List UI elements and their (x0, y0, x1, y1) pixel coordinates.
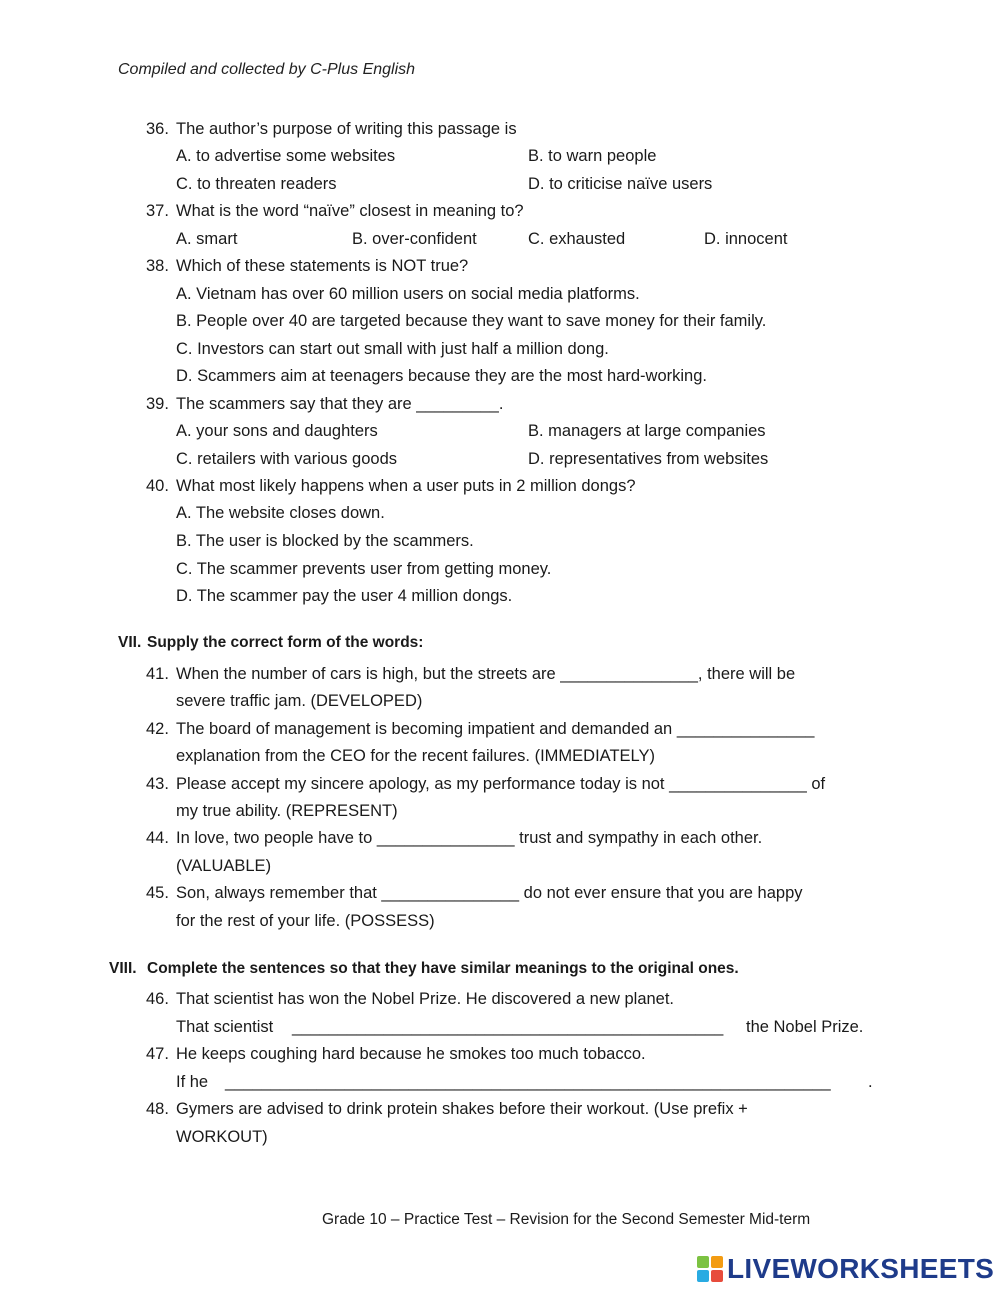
question-40-text: What most likely happens when a user puts in 2 million dongs? (176, 477, 636, 495)
question-48-line-1: Gymers are advised to drink protein shakes before their workout. (Use prefix + (176, 1100, 748, 1118)
question-45-line-2: for the rest of your life. (POSSESS) (176, 912, 435, 930)
question-40-option-c[interactable]: C. The scammer prevents user from getting money. (176, 560, 552, 578)
question-37-number: 37. (146, 202, 169, 220)
question-39-option-a[interactable]: A. your sons and daughters (176, 422, 378, 440)
question-44-number: 44. (146, 829, 169, 847)
section-7-number: VII. (118, 634, 142, 651)
question-38-text: Which of these statements is NOT true? (176, 257, 469, 275)
question-44-line-1[interactable]: In love, two people have to _______________ trust and sympathy in each other. (176, 829, 763, 847)
liveworksheets-logo-icon (697, 1256, 723, 1282)
question-41-number: 41. (146, 665, 169, 683)
question-37-option-d[interactable]: D. innocent (704, 230, 788, 248)
question-42-line-2: explanation from the CEO for the recent failures. (IMMEDIATELY) (176, 747, 655, 765)
question-41-line-1[interactable]: When the number of cars is high, but the streets are _______________, there will be (176, 665, 796, 683)
compiled-by-header: Compiled and collected by C-Plus English (118, 61, 416, 78)
question-47-start: If he (176, 1073, 209, 1091)
question-39-text: The scammers say that they are _________. (176, 395, 504, 413)
question-40-option-b[interactable]: B. The user is blocked by the scammers. (176, 532, 474, 550)
question-36-text: The author’s purpose of writing this passage is (176, 120, 517, 138)
question-41-line-2: severe traffic jam. (DEVELOPED) (176, 692, 423, 710)
question-48-line-2: WORKOUT) (176, 1128, 268, 1146)
question-44-line-2: (VALUABLE) (176, 857, 272, 875)
question-46-answer-blank[interactable]: _______________________________________________ (292, 1018, 724, 1036)
section-8-number: VIII. (109, 960, 137, 977)
question-42-number: 42. (146, 720, 169, 738)
question-36-number: 36. (146, 120, 169, 138)
question-37-option-c[interactable]: C. exhausted (528, 230, 626, 248)
footer-title: Grade 10 – Practice Test – Revision for the Second Semester Mid-term (322, 1211, 811, 1228)
question-46-end: the Nobel Prize. (746, 1018, 864, 1036)
question-42-line-1[interactable]: The board of management is becoming impatient and demanded an _______________ (176, 720, 815, 738)
question-45-line-1[interactable]: Son, always remember that _______________ do not ever ensure that you are happy (176, 884, 803, 902)
question-47-number: 47. (146, 1045, 169, 1063)
question-37-option-a[interactable]: A. smart (176, 230, 238, 248)
liveworksheets-logo-text: LIVEWORKSHEETS (727, 1253, 995, 1284)
question-45-number: 45. (146, 884, 169, 902)
question-38-number: 38. (146, 257, 169, 275)
question-36-option-b[interactable]: B. to warn people (528, 147, 657, 165)
question-36-option-a[interactable]: A. to advertise some websites (176, 147, 396, 165)
question-46-number: 46. (146, 990, 169, 1008)
question-38-option-b[interactable]: B. People over 40 are targeted because they want to save money for their family. (176, 312, 767, 330)
question-40-option-d[interactable]: D. The scammer pay the user 4 million dongs. (176, 587, 513, 605)
question-43-line-2: my true ability. (REPRESENT) (176, 802, 398, 820)
question-46-start: That scientist (176, 1018, 274, 1036)
section-7-title: Supply the correct form of the words: (147, 634, 424, 651)
liveworksheets-logo[interactable] (697, 1254, 994, 1284)
question-37-option-b[interactable]: B. over-confident (352, 230, 477, 248)
question-38-option-a[interactable]: A. Vietnam has over 60 million users on social media platforms. (176, 285, 640, 303)
question-46-line-1: That scientist has won the Nobel Prize. He discovered a new planet. (176, 990, 675, 1008)
question-37-text: What is the word “naïve” closest in meaning to? (176, 202, 524, 220)
section-8-title: Complete the sentences so that they have similar meanings to the original ones. (147, 960, 739, 977)
question-38-option-c[interactable]: C. Investors can start out small with just half a million dong. (176, 340, 609, 358)
question-38-option-d[interactable]: D. Scammers aim at teenagers because they are the most hard-working. (176, 367, 707, 385)
question-39-option-c[interactable]: C. retailers with various goods (176, 450, 398, 468)
question-43-number: 43. (146, 775, 169, 793)
question-47-answer-blank[interactable]: __________________________________________________________________ (225, 1073, 831, 1091)
question-43-line-1[interactable]: Please accept my sincere apology, as my performance today is not _______________ of (176, 775, 826, 793)
question-36-option-d[interactable]: D. to criticise naïve users (528, 175, 713, 193)
question-39-option-d[interactable]: D. representatives from websites (528, 450, 769, 468)
question-40-number: 40. (146, 477, 169, 495)
question-40-option-a[interactable]: A. The website closes down. (176, 504, 385, 522)
question-47-line-1: He keeps coughing hard because he smokes too much tobacco. (176, 1045, 646, 1063)
question-39-option-b[interactable]: B. managers at large companies (528, 422, 766, 440)
question-39-number: 39. (146, 395, 169, 413)
question-48-number: 48. (146, 1100, 169, 1118)
question-47-end: . (868, 1073, 873, 1091)
question-36-option-c[interactable]: C. to threaten readers (176, 175, 337, 193)
